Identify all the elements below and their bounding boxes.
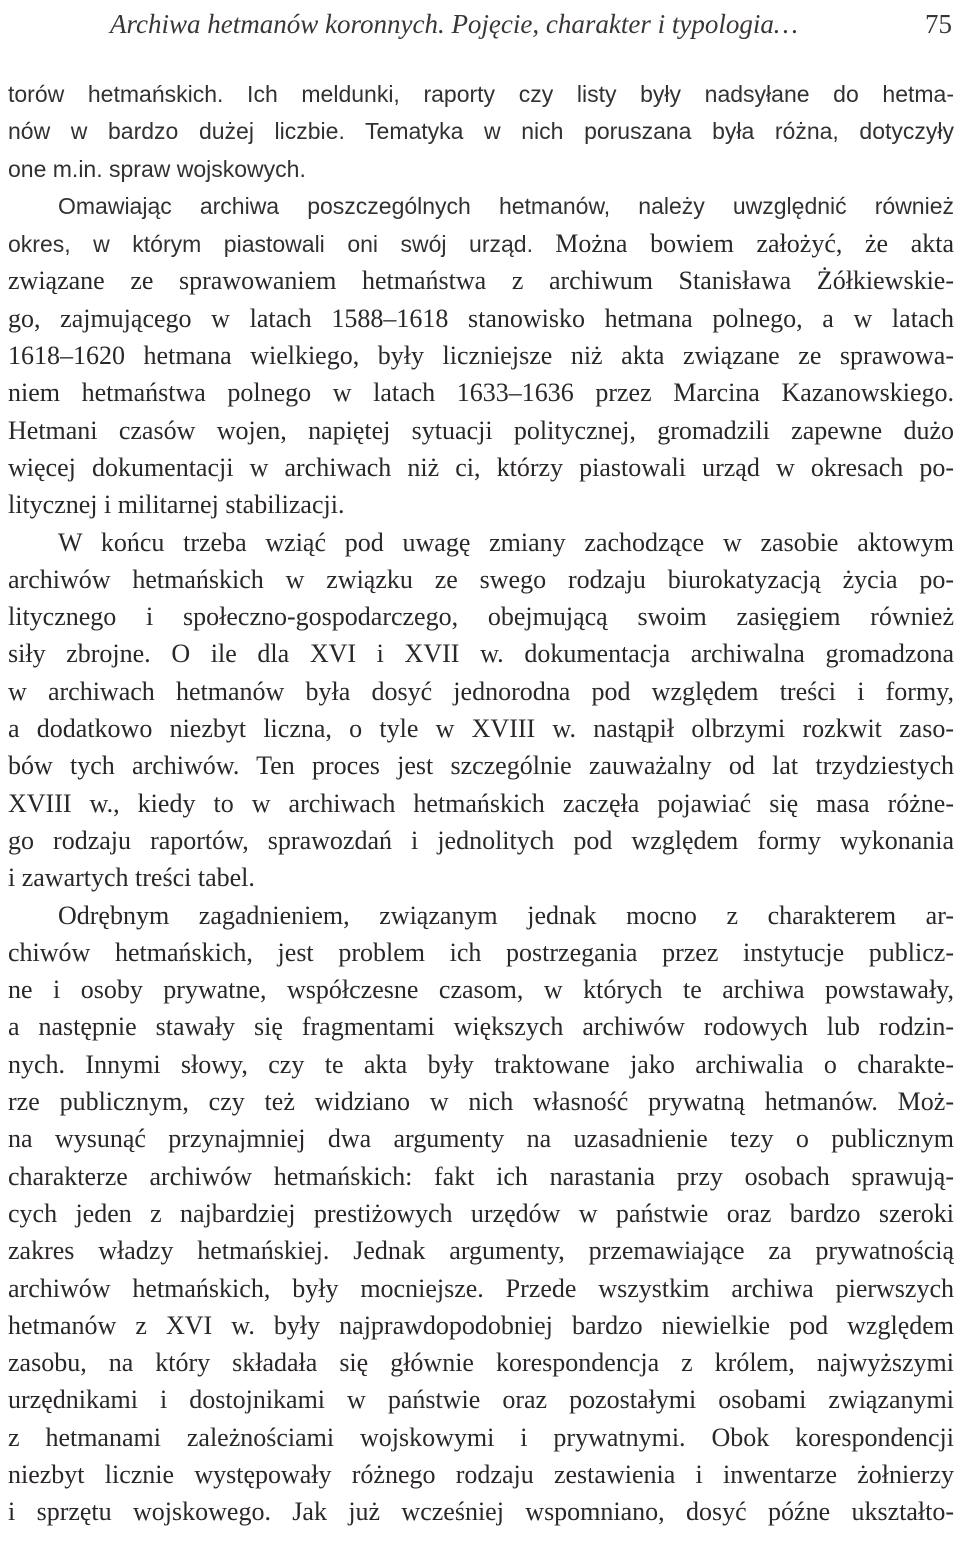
text-segment: Można bowiem założyć, że akta	[555, 229, 954, 259]
page-number: 75	[925, 9, 952, 39]
text-line: chiwów hetmańskich, jest problem ich postrzegania przez instytucje publicz-	[8, 937, 954, 967]
text-line: charakterze archiwów hetmańskich: fakt ich narastania przy osobach sprawują-	[8, 1161, 954, 1191]
text-line: nych. Innymi słowy, czy te akta były traktowane jako archiwalia o charakte-	[8, 1049, 954, 1079]
text-line: hetmanów z XVI w. były najprawdopodobniej bardzo niewielkie pod względem	[8, 1310, 954, 1340]
running-head	[110, 4, 952, 44]
text-line: litycznego i społeczno-gospodarczego, obejmującą swoim zasięgiem również	[8, 602, 954, 632]
text-line: go rodzaju raportów, sprawozdań i jednolitych pod względem formy wykonania	[8, 825, 954, 855]
text-line: W końcu trzeba wziąć pod uwagę zmiany zachodzące w zasobie aktowym	[58, 527, 954, 557]
text-segment: okres, w którym piastowali oni swój urząd.	[8, 231, 533, 258]
text-line: torów hetmańskich. Ich meldunki, raporty czy listy były nadsyłane do hetma-	[8, 81, 954, 107]
text-line: zakres władzy hetmańskiej. Jednak argumenty, przemawiające za prywatnością	[8, 1236, 954, 1266]
text-line: niem hetmaństwa polnego w latach 1633–1636 przez Marcina Kazanowskiego.	[8, 378, 954, 408]
text-line: Hetmani czasów wojen, napiętej sytuacji politycznej, gromadzili zapewne dużo	[8, 415, 954, 445]
text-line: cych jeden z najbardziej prestiżowych urzędów w państwie oraz bardzo szeroki	[8, 1198, 954, 1228]
text-line	[8, 225, 954, 262]
text-line: a następnie stawały się fragmentami większych archiwów rodowych lub rodzin-	[8, 1012, 954, 1042]
text-line: 1618–1620 hetmana wielkiego, były liczniejsze niż akta związane ze sprawowa-	[8, 341, 954, 371]
text-line: go, zajmującego w latach 1588–1618 stanowisko hetmana polnego, a w latach	[8, 303, 954, 333]
text-line: nów w bardzo dużej liczbie. Tematyka w nich poruszana była różna, dotyczyły	[8, 118, 954, 145]
body-text	[8, 76, 954, 1531]
text-line: siły zbrojne. O ile dla XVI i XVII w. dokumentacja archiwalna gromadzona	[8, 639, 954, 669]
text-line: Odrębnym zagadnieniem, związanym jednak mocno z charakterem ar-	[58, 900, 954, 930]
text-line: litycznej i militarnej stabilizacji.	[8, 490, 345, 520]
text-line: archiwów hetmańskich, były mocniejsze. Przede wszystkim archiwa pierwszych	[8, 1273, 954, 1303]
text-line: z hetmanami zależnościami wojskowymi i prywatnymi. Obok korespondencji	[8, 1422, 954, 1452]
text-line: i zawartych treści tabel.	[8, 863, 255, 893]
text-line: więcej dokumentacji w archiwach niż ci, którzy piastowali urząd w okresach po-	[8, 452, 954, 482]
text-line: one m.in. spraw wojskowych.	[8, 155, 306, 182]
text-line: związane ze sprawowaniem hetmaństwa z archiwum Stanisława Żółkiewskie-	[8, 266, 954, 296]
text-line: i sprzętu wojskowego. Jak już wcześniej wspomniano, dosyć późne ukształto-	[8, 1497, 954, 1527]
text-line: Omawiając archiwa poszczególnych hetmanów, należy uwzględnić również	[58, 192, 954, 219]
text-line: ne i osoby prywatne, współczesne czasom, w których te archiwa powstawały,	[8, 975, 954, 1005]
text-line: w archiwach hetmanów była dosyć jednorodna pod względem treści i formy,	[8, 676, 954, 706]
text-line: na wysunąć przynajmniej dwa argumenty na uzasadnienie tezy o publicznym	[8, 1124, 954, 1154]
text-line: a dodatkowo niezbyt liczna, o tyle w XVIII w. nastąpił olbrzymi rozkwit zaso-	[8, 714, 954, 744]
text-line: archiwów hetmańskich w związku ze swego rodzaju biurokatyzacją życia po-	[8, 564, 954, 594]
text-line: XVIII w., kiedy to w archiwach hetmańskich zaczęła pojawiać się masa różne-	[8, 788, 954, 818]
text-line: zasobu, na który składała się głównie korespondencja z królem, najwyższymi	[8, 1348, 954, 1378]
text-line: bów tych archiwów. Ten proces jest szczególnie zauważalny od lat trzydziestych	[8, 751, 954, 781]
text-line: niezbyt licznie występowały różnego rodzaju zestawienia i inwentarze żołnierzy	[8, 1459, 954, 1489]
running-head-title: Archiwa hetmanów koronnych. Pojęcie, charakter i typologia…	[110, 9, 798, 39]
text-line: urzędnikami i dostojnikami w państwie oraz pozostałymi osobami związanymi	[8, 1385, 954, 1415]
text-line: rze publicznym, czy też widziano w nich własność prywatną hetmanów. Moż-	[8, 1087, 954, 1117]
